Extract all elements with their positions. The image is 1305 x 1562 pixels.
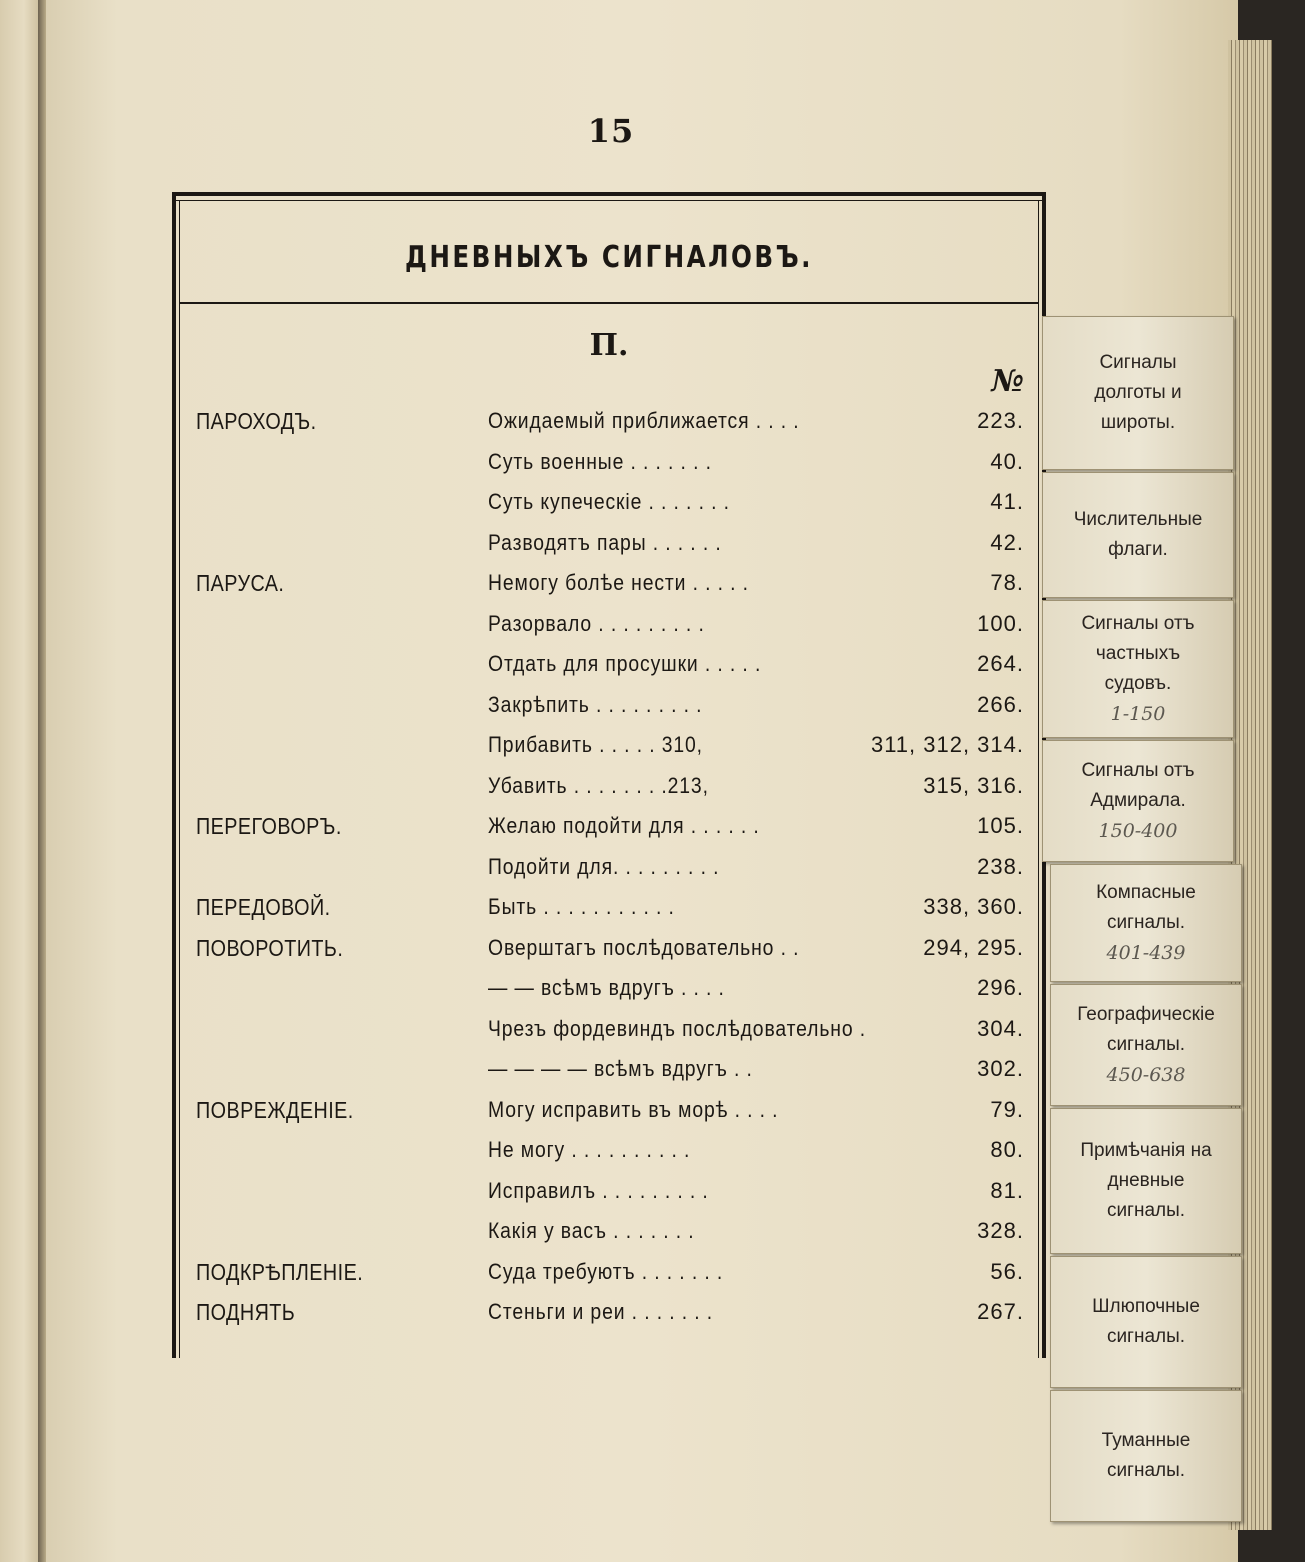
index-description: — — всѣмъ вдругъ . . . .	[488, 975, 725, 1000]
signal-number: 294, 295.	[923, 934, 1024, 960]
tab-label-line: Сигналы отъ	[1081, 613, 1195, 634]
index-row	[172, 1056, 1046, 1097]
tab-handwritten-note: 401-439	[1106, 942, 1186, 964]
index-row	[172, 935, 1046, 976]
index-description: Исправилъ . . . . . . . . .	[488, 1177, 709, 1203]
index-row	[172, 894, 1046, 935]
index-term: ПОДНЯТЬ	[196, 1299, 296, 1325]
tab-label-line: Географическіе	[1077, 1004, 1215, 1025]
tab-label-line: сигналы.	[1106, 912, 1186, 933]
signal-number: 266.	[977, 691, 1024, 717]
signal-number: 267.	[977, 1299, 1024, 1324]
index-row	[172, 732, 1046, 773]
index-row	[172, 692, 1046, 733]
signal-number: 223.	[977, 408, 1024, 433]
index-description: Желаю подойти для . . . . . .	[488, 813, 760, 838]
index-row	[172, 408, 1046, 449]
signal-number: 315, 316.	[923, 772, 1024, 798]
tab-label-line: сигналы.	[1106, 1326, 1186, 1347]
tab-label-line: сигналы.	[1106, 1460, 1186, 1481]
book-gutter	[38, 0, 46, 1562]
index-description: Не могу . . . . . . . . . .	[488, 1137, 691, 1162]
signal-number: 238.	[977, 853, 1024, 879]
signal-number: 41.	[990, 489, 1024, 514]
index-row	[172, 1299, 1046, 1340]
thumb-tab[interactable]	[1050, 1108, 1242, 1254]
tab-label-line: Примѣчанія на	[1080, 1140, 1212, 1161]
index-row	[172, 530, 1046, 571]
signal-number: 302.	[977, 1056, 1024, 1081]
thumb-tab[interactable]	[1042, 600, 1234, 738]
index-row	[172, 975, 1046, 1016]
signal-number: 79.	[990, 1096, 1024, 1122]
tab-label-line: дневные	[1107, 1170, 1185, 1191]
tab-label-line: Компасные	[1096, 882, 1196, 903]
signal-number: 338, 360.	[923, 894, 1024, 919]
index-description: Разорвало . . . . . . . . .	[488, 610, 705, 636]
index-description: Суть купеческіе . . . . . . .	[488, 489, 730, 514]
tab-label-line: Туманные	[1101, 1430, 1191, 1451]
tab-handwritten-note: 1-150	[1110, 703, 1166, 725]
number-column-header: №	[991, 364, 1024, 399]
tab-label-line: Числительные	[1073, 509, 1203, 530]
index-term: ПАРУСА.	[196, 570, 285, 596]
index-description: Стеньги и реи . . . . . . .	[488, 1299, 714, 1324]
index-description: Суда требуютъ . . . . . . .	[488, 1258, 724, 1284]
signal-number: 40.	[990, 448, 1024, 474]
index-description: Отдать для просушки . . . . .	[488, 651, 762, 676]
signal-number: 80.	[990, 1137, 1024, 1162]
signal-number: 42.	[990, 529, 1024, 555]
index-term: ПЕРЕДОВОЙ.	[196, 894, 331, 920]
index-description: Разводятъ пары . . . . . .	[488, 529, 722, 555]
signal-number: 56.	[990, 1258, 1024, 1284]
tab-label-line: Адмирала.	[1090, 790, 1186, 811]
index-description: Чрезъ фордевиндъ послѣдовательно .	[488, 1015, 867, 1041]
index-list	[172, 408, 1046, 1340]
tab-label-line: судовъ.	[1104, 673, 1172, 694]
index-row	[172, 773, 1046, 814]
index-row	[172, 813, 1046, 854]
index-description: Оверштагъ послѣдовательно . .	[488, 934, 800, 960]
signal-number: 105.	[977, 813, 1024, 838]
index-term: ПОВОРОТИТЬ.	[196, 934, 344, 961]
tab-label-line: Сигналы	[1099, 352, 1177, 373]
section-title: П.	[589, 328, 629, 363]
index-row	[172, 611, 1046, 652]
page-number: 15	[587, 112, 635, 150]
index-row	[172, 1016, 1046, 1057]
index-description: Суть военные . . . . . . .	[488, 448, 712, 474]
tab-label-line: сигналы.	[1106, 1200, 1186, 1221]
tab-label-line: Шлюпочные	[1092, 1296, 1200, 1317]
index-description: Убавить . . . . . . . .213,	[488, 772, 709, 798]
index-description: — — — — всѣмъ вдругъ . .	[488, 1056, 753, 1081]
thumb-tab[interactable]	[1050, 1390, 1242, 1522]
thumb-tab[interactable]	[1050, 1256, 1242, 1388]
thumb-tab[interactable]	[1042, 316, 1234, 470]
index-term: ПОВРЕЖДЕНІЕ.	[196, 1096, 354, 1123]
index-row	[172, 570, 1046, 611]
index-row	[172, 1097, 1046, 1138]
index-row	[172, 1137, 1046, 1178]
tab-handwritten-note: 450-638	[1106, 1064, 1186, 1086]
index-term: ПОДКРѢПЛЕНІЕ.	[196, 1258, 364, 1285]
left-page-edge	[0, 0, 40, 1562]
signal-number: 311, 312, 314.	[870, 732, 1024, 757]
thumb-tab[interactable]	[1050, 864, 1242, 982]
index-description: Ожидаемый приближается . . . .	[488, 408, 800, 433]
index-row	[172, 1218, 1046, 1259]
index-description: Быть . . . . . . . . . . .	[488, 894, 675, 919]
index-description: Могу исправить въ морѣ . . . .	[488, 1096, 779, 1122]
thumb-tab[interactable]	[1042, 740, 1234, 862]
index-term: ПЕРЕГОВОРЪ.	[196, 813, 342, 839]
signal-number: 81.	[990, 1177, 1024, 1203]
index-row	[172, 854, 1046, 895]
index-description: Закрѣпить . . . . . . . . .	[488, 691, 703, 717]
index-row	[172, 489, 1046, 530]
tab-handwritten-note: 150-400	[1098, 820, 1178, 842]
tab-label-line: Сигналы отъ	[1081, 760, 1195, 781]
index-description: Какія у васъ . . . . . . .	[488, 1218, 695, 1243]
signal-number: 296.	[977, 975, 1024, 1000]
index-row	[172, 1178, 1046, 1219]
index-row	[172, 651, 1046, 692]
page-heading: ДНЕВНЫХЪ СИГНАЛОВЪ.	[404, 240, 814, 275]
table-frame	[172, 192, 1046, 1364]
thumb-tab[interactable]	[1042, 472, 1234, 598]
index-description: Прибавить . . . . . 310,	[488, 732, 703, 757]
signal-number: 100.	[977, 610, 1024, 636]
index-description: Подойти для. . . . . . . . .	[488, 853, 720, 879]
tab-label-line: частныхъ	[1095, 643, 1181, 664]
index-row	[172, 449, 1046, 490]
signal-number: 304.	[977, 1015, 1024, 1041]
heading-separator	[180, 302, 1038, 304]
signal-number: 78.	[990, 570, 1024, 595]
tab-label-line: долготы и	[1094, 382, 1182, 403]
index-term: ПАРОХОДЪ.	[196, 408, 317, 434]
signal-number: 328.	[977, 1218, 1024, 1243]
signal-number: 264.	[977, 651, 1024, 676]
index-row	[172, 1259, 1046, 1300]
tab-label-line: сигналы.	[1106, 1034, 1186, 1055]
index-description: Немогу болѣе нести . . . . .	[488, 570, 749, 595]
tab-label-line: флаги.	[1108, 539, 1168, 560]
thumb-tab[interactable]	[1050, 984, 1242, 1106]
tab-label-line: широты.	[1100, 412, 1176, 433]
